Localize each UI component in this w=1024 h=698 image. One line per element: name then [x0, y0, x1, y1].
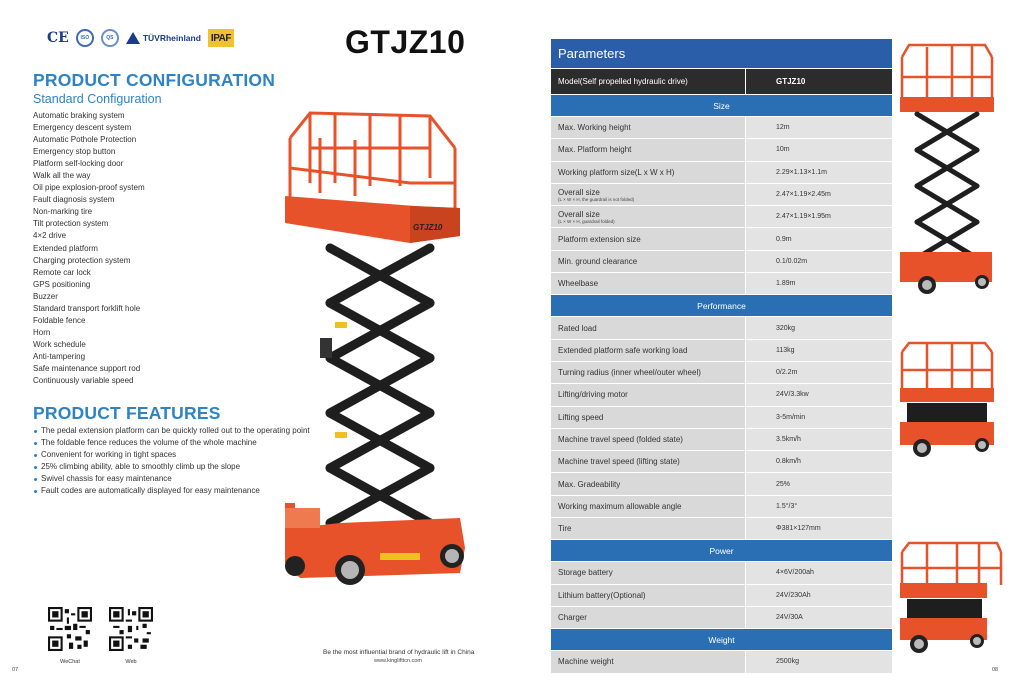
quality-logo-icon: QS: [101, 29, 119, 47]
param-label: Storage battery: [558, 568, 613, 578]
page-number-left: 07: [12, 667, 19, 673]
qr-code-icon: [48, 607, 92, 651]
bullet-icon: [34, 442, 37, 445]
config-item: 4×2 drive: [33, 231, 67, 241]
machine-label: GTJZ10: [413, 223, 443, 232]
group-header-weight: Weight: [551, 628, 892, 650]
feature-item: [34, 425, 310, 437]
param-value: 113kg: [746, 340, 892, 361]
group-header-performance: Performance: [551, 294, 892, 316]
param-label-cell: [551, 607, 746, 628]
table-row: [551, 472, 892, 494]
model-row: [551, 68, 892, 94]
param-value: 24V/30A: [746, 607, 892, 628]
param-label: Turning radius (inner wheel/outer wheel): [558, 368, 701, 378]
param-value: 1.89m: [746, 273, 892, 294]
param-label: Max. Platform height: [558, 145, 632, 155]
config-item: Fault diagnosis system: [33, 195, 115, 205]
table-row: [551, 383, 892, 405]
config-item: Safe maintenance support rod: [33, 363, 141, 373]
param-value: 10m: [746, 139, 892, 160]
certification-logos: [30, 28, 234, 48]
bullet-icon: [34, 478, 37, 481]
table-row: [551, 428, 892, 450]
param-value: 0.9m: [746, 228, 892, 249]
param-label-cell: [551, 518, 746, 539]
param-label: Machine travel speed (folded state): [558, 435, 683, 444]
feature-text: Convenient for working in tight spaces: [41, 450, 177, 460]
param-label-cell: [551, 384, 746, 405]
configuration-list: [33, 110, 145, 387]
lift-folded-image: [897, 540, 1003, 658]
table-row: [551, 116, 892, 138]
config-item: Horn: [33, 327, 51, 337]
bullet-icon: [34, 430, 37, 433]
bullet-icon: [34, 466, 37, 469]
france-flag-icon: [30, 30, 40, 46]
param-label: Rated load: [558, 323, 597, 333]
ipaf-logo-icon: IPAF: [208, 29, 234, 47]
param-label-cell: [551, 206, 746, 227]
config-item: Continuously variable speed: [33, 376, 134, 386]
table-row: [551, 450, 892, 472]
param-label: Min. ground clearance: [558, 256, 638, 266]
table-row: [551, 650, 892, 672]
param-value: 24V/230Ah: [746, 585, 892, 606]
param-value: 3.5km/h: [746, 429, 892, 450]
param-value: 2.29×1.13×1.1m: [746, 162, 892, 183]
param-label-cell: [551, 162, 746, 183]
config-item: Remote car lock: [33, 267, 91, 277]
param-label-cell: [551, 340, 746, 361]
param-label: Working maximum allowable angle: [558, 501, 682, 511]
table-row: [551, 606, 892, 628]
parameters-header: Parameters: [551, 39, 892, 68]
table-row: [551, 183, 892, 205]
tuv-logo-icon: TÜVRheinland: [126, 29, 201, 47]
parameters-table: [551, 39, 892, 673]
param-label-cell: [551, 473, 746, 494]
footer-website[interactable]: www.kinglifttcn.com: [374, 658, 422, 664]
param-label: Machine weight: [558, 657, 614, 667]
features-title: PRODUCT FEATURES: [33, 403, 221, 423]
lift-raised-image: [897, 42, 997, 297]
param-value: 0.8km/h: [746, 451, 892, 472]
scissor-lift-image: [280, 108, 475, 590]
features-list: [34, 425, 310, 498]
config-item: Charging protection system: [33, 255, 131, 265]
param-label: Tire: [558, 524, 572, 534]
param-label-cell: [551, 117, 746, 138]
param-value: 2.47×1.19×1.95m: [746, 206, 892, 227]
config-item: Anti-tampering: [33, 351, 86, 361]
config-item: Standard transport forklift hole: [33, 303, 141, 313]
param-label: Lifting/driving motor: [558, 390, 628, 400]
feature-text: 25% climbing ability, able to smoothly climb up the slope: [41, 462, 241, 472]
iso-logo-icon: ISO: [76, 29, 94, 47]
ce-mark-icon: CE: [47, 30, 69, 46]
param-label-cell: [551, 251, 746, 272]
config-item: Work schedule: [33, 339, 86, 349]
param-label-cell: [551, 184, 746, 205]
config-item: GPS positioning: [33, 279, 91, 289]
footer-slogan: Be the most influential brand of hydraulic lift in China: [323, 649, 475, 656]
lift-lowered-image: [897, 340, 997, 460]
config-item: Automatic braking system: [33, 111, 125, 120]
table-row: [551, 361, 892, 383]
param-label: Extended platform safe working load: [558, 345, 688, 355]
param-label-cell: [551, 407, 746, 428]
param-value: 2500kg: [746, 651, 892, 672]
bullet-icon: [34, 454, 37, 457]
param-label-cell: [551, 362, 746, 383]
table-row: [551, 517, 892, 539]
param-label: Overall size: [558, 187, 600, 197]
param-label: Lithium battery(Optional): [558, 590, 646, 600]
param-value: 0.1/0.02m: [746, 251, 892, 272]
qr-code-icon: [109, 607, 153, 651]
table-row: [551, 561, 892, 583]
model-value: GTJZ10: [776, 77, 806, 86]
param-note: (L × W × H, the guardrail is not folded): [558, 196, 635, 202]
config-item: Tilt protection system: [33, 219, 109, 229]
param-label: Lifting speed: [558, 412, 604, 422]
table-row: [551, 250, 892, 272]
table-row: [551, 161, 892, 183]
table-row: [551, 406, 892, 428]
config-item: Extended platform: [33, 243, 98, 253]
web-qr[interactable]: [108, 607, 154, 665]
table-row: [551, 205, 892, 227]
config-item: Emergency descent system: [33, 123, 132, 133]
param-label: Overall size: [558, 209, 600, 219]
model-title: GTJZ10: [345, 24, 466, 60]
feature-item: [34, 437, 310, 449]
config-item: Platform self-locking door: [33, 159, 124, 169]
param-note: (L × W × H, guardrail folded): [558, 218, 615, 224]
group-header-power: Power: [551, 539, 892, 561]
param-label-cell: [551, 228, 746, 249]
param-label-cell: [551, 273, 746, 294]
param-value: 0/2.2m: [746, 362, 892, 383]
feature-text: The foldable fence reduces the volume of the whole machine: [41, 438, 257, 448]
param-value: Φ381×127mm: [746, 518, 892, 539]
feature-item: [34, 449, 310, 461]
feature-item: [34, 473, 310, 485]
param-label: Max. Gradeability: [558, 479, 621, 489]
param-value: 1.5°/3°: [746, 496, 892, 517]
feature-text: The pedal extension platform can be quickly rolled out to the operating point: [41, 426, 310, 435]
table-row: [551, 138, 892, 160]
param-label: Working platform size(L x W x H): [558, 167, 675, 177]
table-row: [551, 272, 892, 294]
config-item: Oil pipe explosion-proof system: [33, 183, 145, 193]
param-value: 25%: [746, 473, 892, 494]
param-label-cell: [551, 496, 746, 517]
param-value: 3-5m/min: [746, 407, 892, 428]
feature-text: Fault codes are automatically displayed for easy maintenance: [41, 486, 260, 496]
param-label: Max. Working height: [558, 123, 631, 133]
configuration-subtitle: Standard Configuration: [33, 92, 162, 106]
param-label-cell: [551, 651, 746, 672]
param-value: 24V/3.3kw: [746, 384, 892, 405]
group-header-size: Size: [551, 94, 892, 116]
feature-item: [34, 461, 310, 473]
param-value: 320kg: [746, 317, 892, 338]
param-label-cell: [551, 585, 746, 606]
table-row: [551, 316, 892, 338]
table-row: [551, 339, 892, 361]
config-item: Emergency stop button: [33, 147, 116, 157]
table-row: [551, 227, 892, 249]
bullet-icon: [34, 490, 37, 493]
param-value: 12m: [746, 117, 892, 138]
param-label-cell: [551, 139, 746, 160]
table-row: [551, 584, 892, 606]
config-item: Non-marking tire: [33, 207, 93, 217]
config-item: Buzzer: [33, 291, 58, 301]
param-value: 4×6V/200ah: [746, 562, 892, 583]
param-label: Wheelbase: [558, 279, 599, 289]
web-label: Web: [125, 659, 137, 665]
config-item: Foldable fence: [33, 315, 86, 325]
param-value: 2.47×1.19×2.45m: [746, 184, 892, 205]
table-row: [551, 495, 892, 517]
param-label: Platform extension size: [558, 234, 641, 244]
param-label-cell: [551, 451, 746, 472]
model-label: Model(Self propelled hydraulic drive): [551, 69, 746, 94]
feature-text: Swivel chassis for easy maintenance: [41, 474, 172, 484]
configuration-title: PRODUCT CONFIGURATION: [33, 70, 276, 90]
page-number-right: 08: [992, 667, 999, 673]
param-label: Charger: [558, 613, 587, 623]
config-item: Walk all the way: [33, 171, 91, 181]
param-label-cell: [551, 562, 746, 583]
wechat-label: WeChat: [60, 659, 80, 665]
param-label-cell: [551, 429, 746, 450]
config-item: Automatic Pothole Protection: [33, 135, 137, 145]
feature-item: [34, 485, 310, 497]
wechat-qr[interactable]: [47, 607, 93, 665]
param-label-cell: [551, 317, 746, 338]
param-label: Machine travel speed (lifting state): [558, 457, 680, 467]
